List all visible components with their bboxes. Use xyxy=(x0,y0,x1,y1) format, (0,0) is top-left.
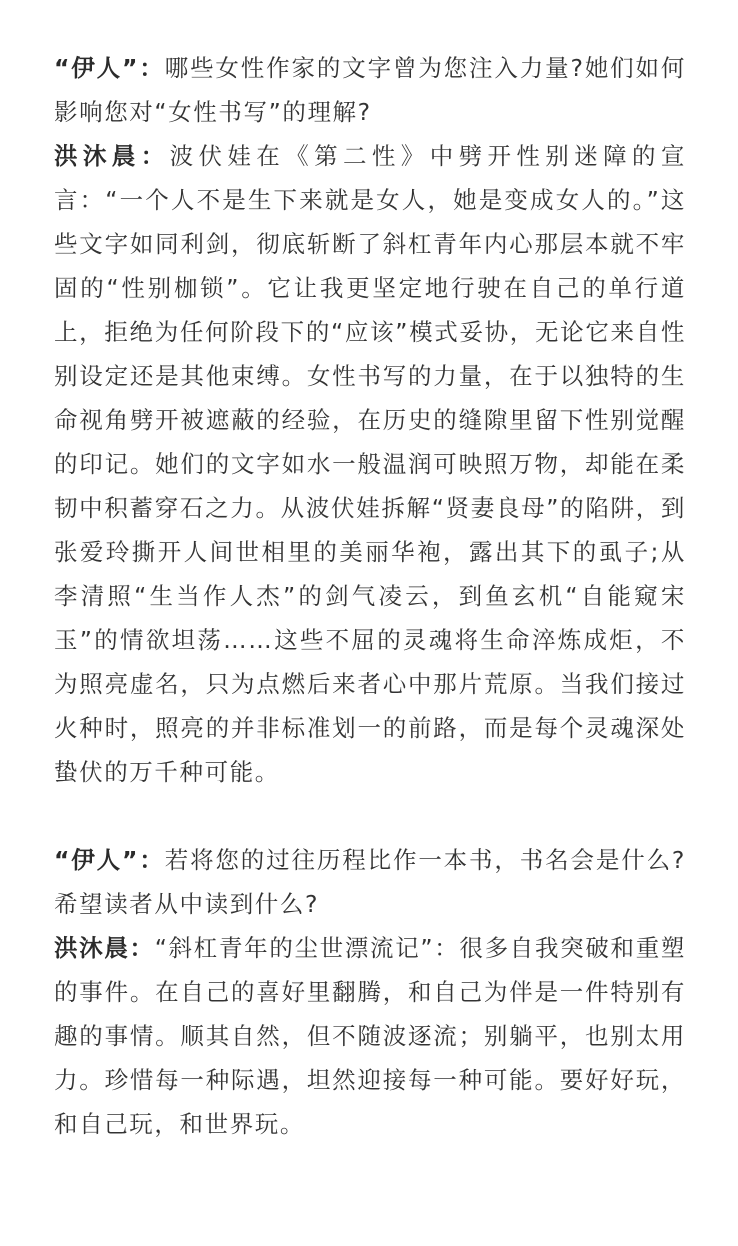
qa-section-1 xyxy=(54,46,686,794)
question-paragraph xyxy=(54,838,686,926)
interviewer-label: “伊人”： xyxy=(54,846,165,874)
answer-paragraph xyxy=(54,134,686,794)
question-text: 哪些女性作家的文字曾为您注入力量?她们如何影响您对“女性书写”的理解? xyxy=(54,54,687,126)
answer-text: 波伏娃在《第二性》中劈开性别迷障的宣言：“一个人不是生下来就是女人，她是变成女人的。”这些文字如同利剑，彻底斩断了斜杠青年内心那层本就不牢固的“性别枷锁”。它让我更坚定地行驶在自己的单行道上，拒绝为任何阶段下的“应该”模式妥协，无论它来自性别设定还是其他束缚。女性书写的力量，在于以独特的生命视角劈开被遮蔽的经验，在历史的缝隙里留下性别觉醒的印记。她们的文字如水一般温润可映照万物，却能在柔韧中积蓄穿石之力。从波伏娃拆解“贤妻良母”的陷阱，到张爱玲撕开人间世相里的美丽华袍，露出其下的虱子;从李清照“生当作人杰”的剑气凌云，到鱼玄机“自能窥宋玉”的情欲坦荡……这些不屈的灵魂将生命淬炼成炬，不为照亮虚名，只为点燃后来者心中那片荒原。当我们接过火种时，照亮的并非标准划一的前路，而是每个灵魂深处蛰伏的万千种可能。 xyxy=(54,142,686,786)
interview-article xyxy=(54,46,686,1146)
answer-text: “斜杠青年的尘世漂流记”：很多自我突破和重塑的事件。在自己的喜好里翻腾，和自己为伴是一件特别有趣的事情。顺其自然，但不随波逐流；别躺平，也别太用力。珍惜每一种际遇，坦然迎接每一种可能。要好好玩，和自己玩，和世界玩。 xyxy=(54,934,686,1138)
answer-paragraph xyxy=(54,926,686,1146)
question-text: 若将您的过往历程比作一本书，书名会是什么?希望读者从中读到什么? xyxy=(54,846,687,918)
interviewer-label: “伊人”： xyxy=(54,54,165,82)
question-paragraph xyxy=(54,46,686,134)
interviewee-label: 洪沐晨： xyxy=(54,142,170,170)
interviewee-label: 洪沐晨： xyxy=(54,934,155,962)
qa-section-2 xyxy=(54,838,686,1146)
